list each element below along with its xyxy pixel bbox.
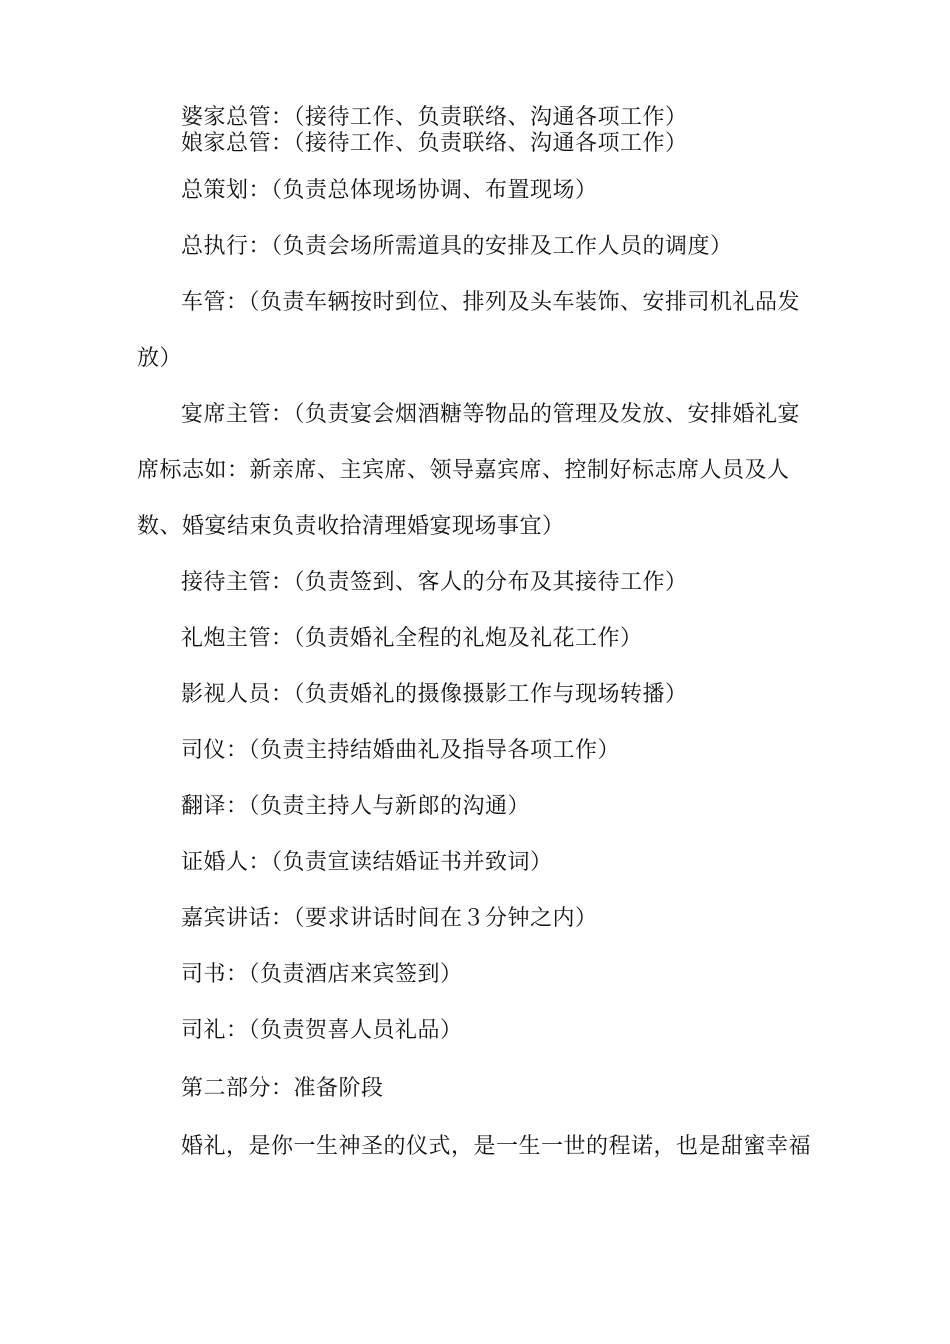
text-line-reception-manager: 接待主管：（负责签到、客人的分布及其接待工作） [181, 570, 688, 595]
text-line-salute-manager: 礼炮主管：（负责婚礼全程的礼炮及礼花工作） [181, 626, 643, 651]
text-line-vehicle-manager: 车管：（负责车辆按时到位、排列及头车装饰、安排司机礼品发 [181, 290, 801, 315]
text-line-witness: 证婚人：（负责宣读结婚证书并致词） [181, 850, 553, 875]
text-line-poja-manager: 婆家总管：（接待工作、负责联络、沟通各项工作） [181, 105, 688, 130]
text-line-vehicle-manager-cont: 放） [137, 346, 183, 371]
text-line-guest-speech: 嘉宾讲话：（要求讲话时间在３分钟之内） [181, 906, 598, 931]
text-line-chief-planner: 总策划：（负责总体现场协调、布置现场） [181, 178, 598, 203]
text-line-gift-keeper: 司礼：（负责贺喜人员礼品） [181, 1018, 463, 1043]
text-line-registrar: 司书：（负责酒店来宾签到） [181, 962, 463, 987]
section-heading-part-two: 第二部分：准备阶段 [181, 1076, 384, 1101]
text-line-banquet-manager-cont2: 数、婚宴结束负责收拾清理婚宴现场事宜） [137, 514, 565, 539]
text-line-video-staff: 影视人员：（负责婚礼的摄像摄影工作与现场转播） [181, 682, 688, 707]
text-line-master-of-ceremonies: 司仪：（负责主持结婚曲礼及指导各项工作） [181, 738, 621, 763]
text-line-niangjia-manager: 娘家总管：（接待工作、负责联络、沟通各项工作） [181, 131, 688, 156]
text-line-banquet-manager-cont1: 席标志如：新亲席、主宾席、领导嘉宾席、控制好标志席人员及人 [137, 458, 790, 483]
text-line-chief-executor: 总执行：（负责会场所需道具的安排及工作人员的调度） [181, 234, 733, 259]
text-line-translator: 翻译：（负责主持人与新郎的沟通） [181, 794, 531, 819]
text-line-banquet-manager: 宴席主管：（负责宴会烟酒糖等物品的管理及发放、安排婚礼宴 [181, 402, 801, 427]
text-line-wedding-intro: 婚礼，是你一生神圣的仪式，是一生一世的程诺，也是甜蜜幸福 [181, 1134, 812, 1159]
